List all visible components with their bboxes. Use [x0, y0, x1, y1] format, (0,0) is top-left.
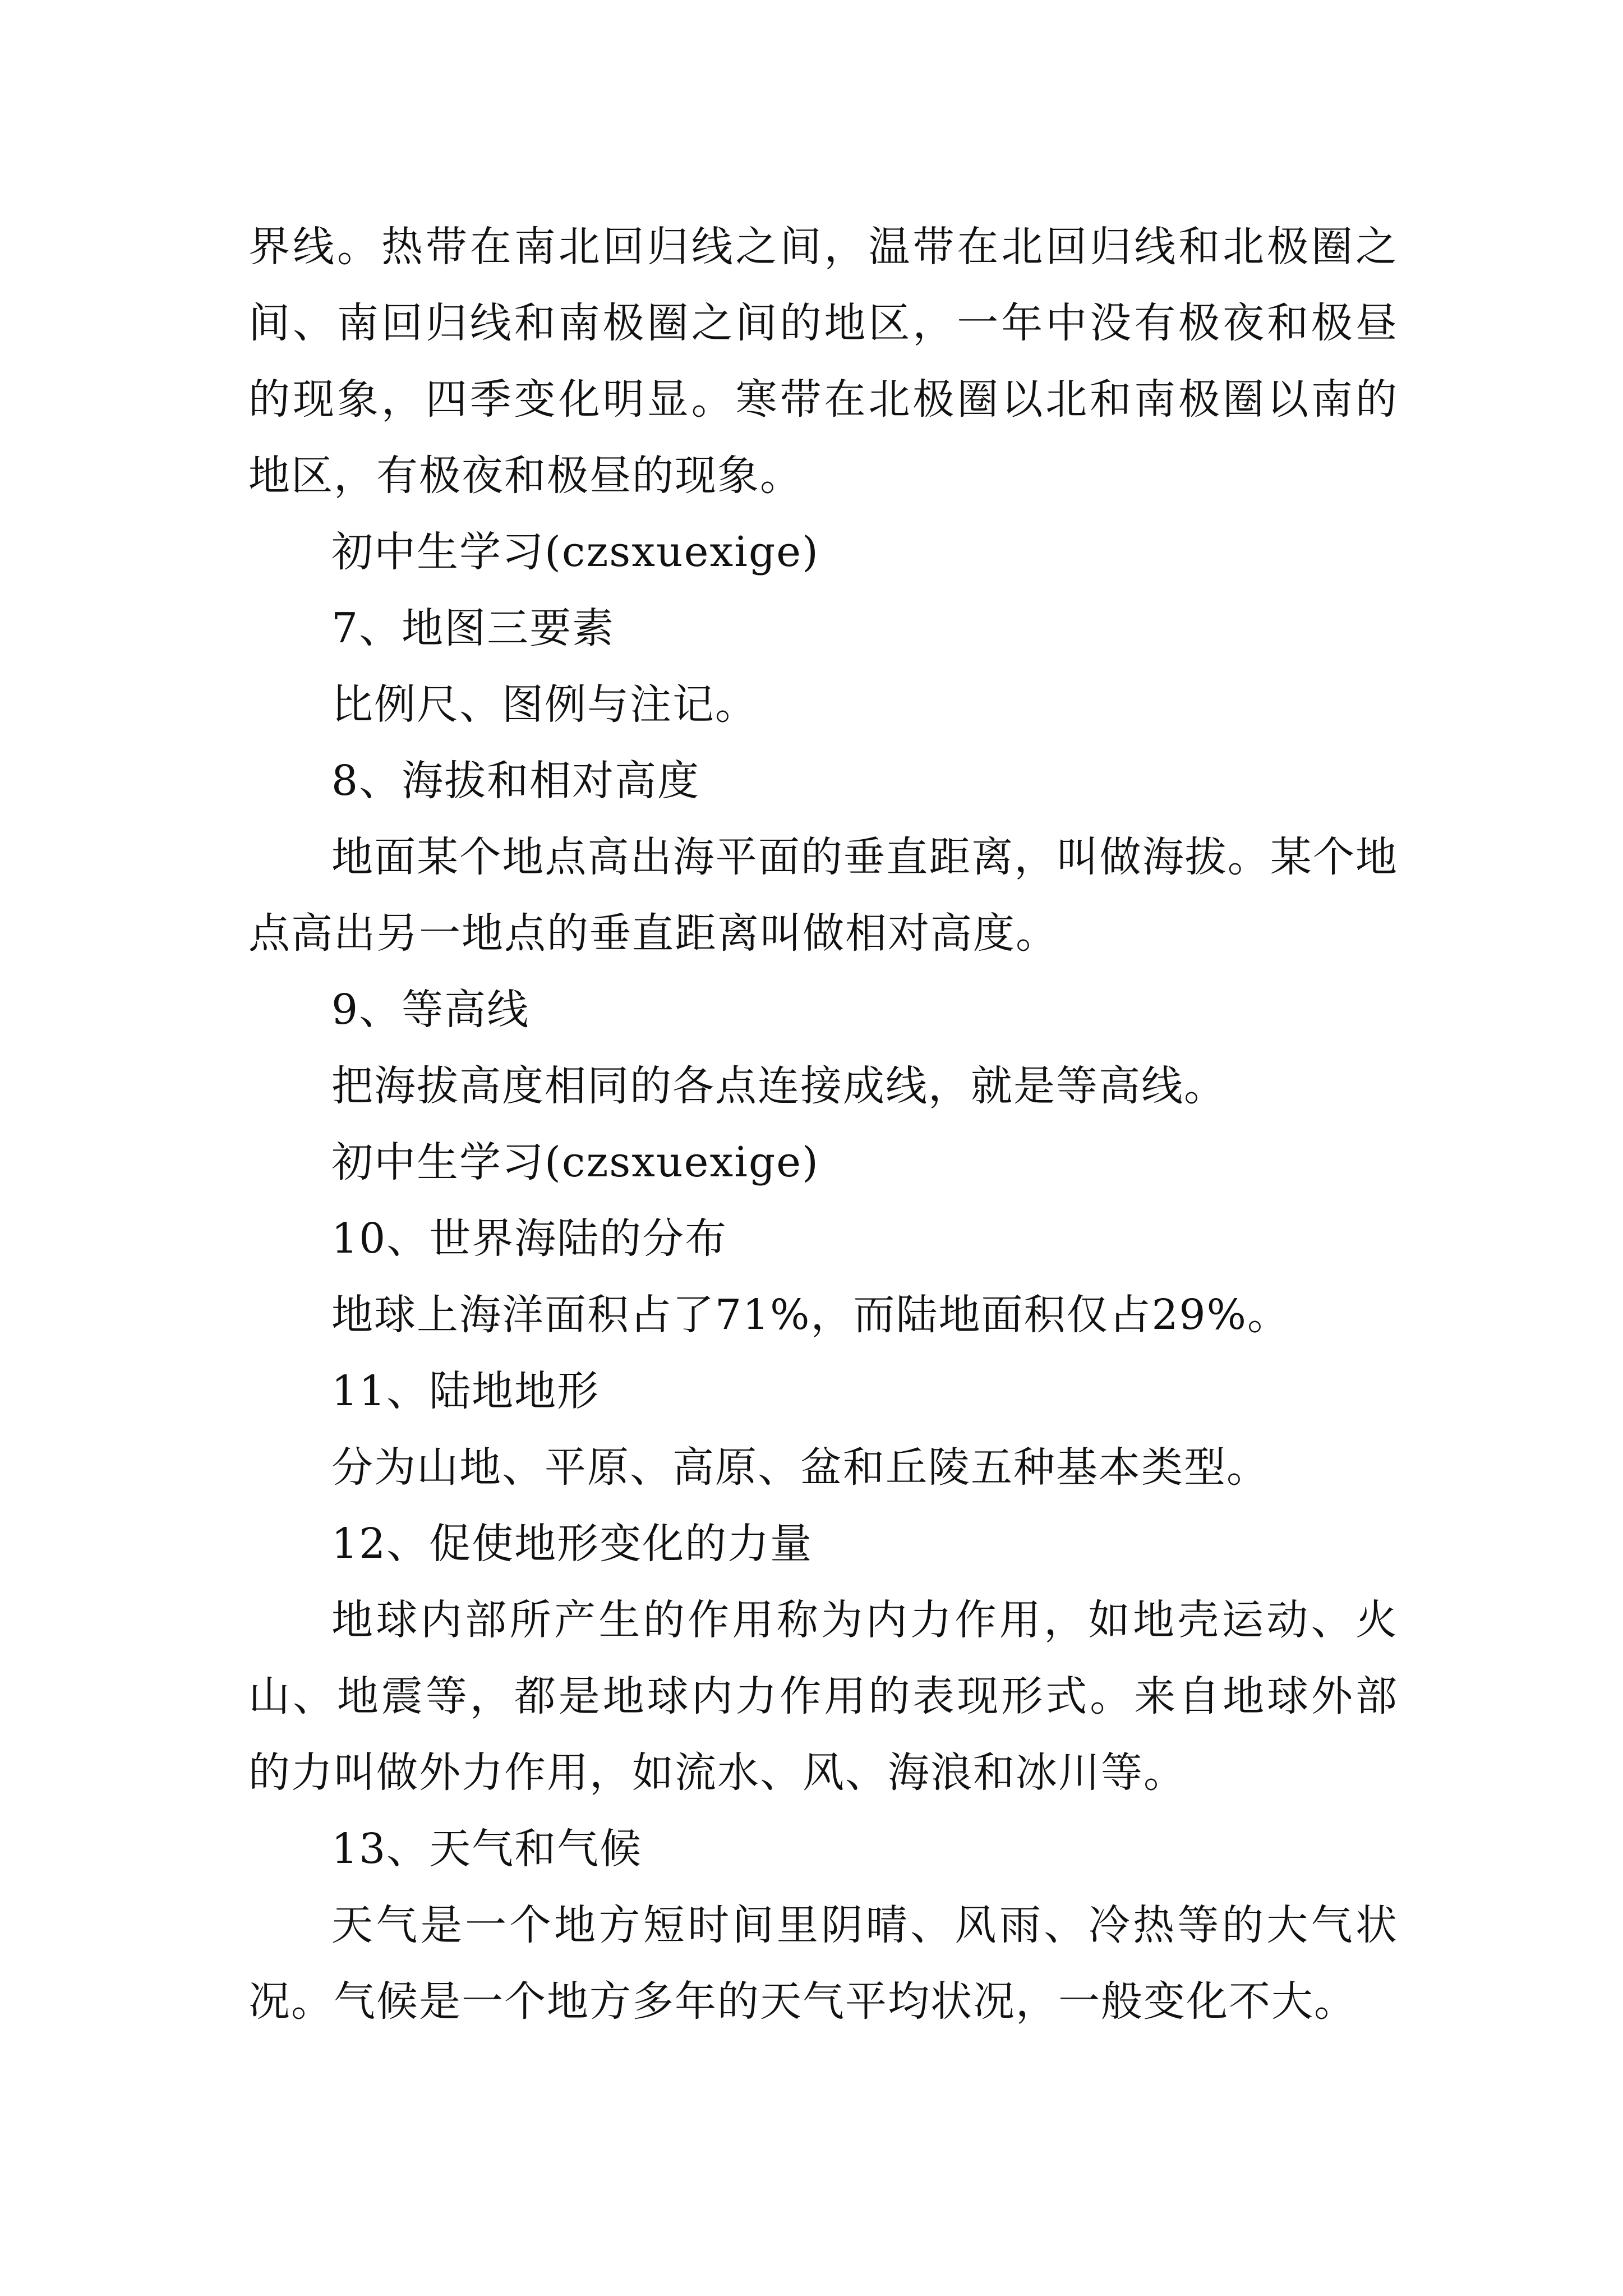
paragraph-source-note: 初中生学习(czsxuexige): [331, 1138, 819, 1186]
paragraph-climate-zones: 界线。热带在南北回归线之间，温带在北回归线和北极圈之间、南回归线和南极圈之间的地区，一年中没有极夜和极昼的现象，四季变化明显。寒带在北极圈以北和南极圈以南的地区，有极夜和极昼的现象。: [248, 223, 1398, 500]
heading-weather-climate: 13、天气和气候: [331, 1825, 643, 1873]
paragraph-altitude: 地面某个地点高出海平面的垂直距离，叫做海拔。某个地点高出另一地点的垂直距离叫做相对高度。: [248, 833, 1398, 958]
heading-land-sea: 10、世界海陆的分布: [331, 1214, 728, 1263]
paragraph-weather-climate: 天气是一个地方短时间里阴晴、风雨、冷热等的大气状况。气候是一个地方多年的天气平均状况，一般变化不大。: [248, 1901, 1398, 2026]
document-body: [248, 209, 1398, 2040]
paragraph-landforms: 分为山地、平原、高原、盆和丘陵五种基本类型。: [331, 1443, 1269, 1492]
heading-altitude: 8、海拔和相对高度: [331, 757, 700, 805]
paragraph-land-sea: 地球上海洋面积占了71%，而陆地面积仅占29%。: [331, 1291, 1290, 1339]
paragraph-source-note: 初中生学习(czsxuexige): [331, 528, 819, 576]
paragraph-contour-lines: 把海拔高度相同的各点连接成线，就是等高线。: [331, 1062, 1227, 1110]
paragraph-map-elements: 比例尺、图例与注记。: [331, 680, 758, 729]
heading-map-elements: 7、地图三要素: [331, 604, 615, 652]
paragraph-terrain-forces: 地球内部所产生的作用称为内力作用，如地壳运动、火山、地震等，都是地球内力作用的表现形式。来自地球外部的力叫做外力作用，如流水、风、海浪和冰川等。: [248, 1596, 1398, 1797]
heading-landforms: 11、陆地地形: [331, 1367, 600, 1415]
heading-contour-lines: 9、等高线: [331, 986, 530, 1034]
heading-terrain-forces: 12、促使地形变化的力量: [331, 1520, 813, 1568]
